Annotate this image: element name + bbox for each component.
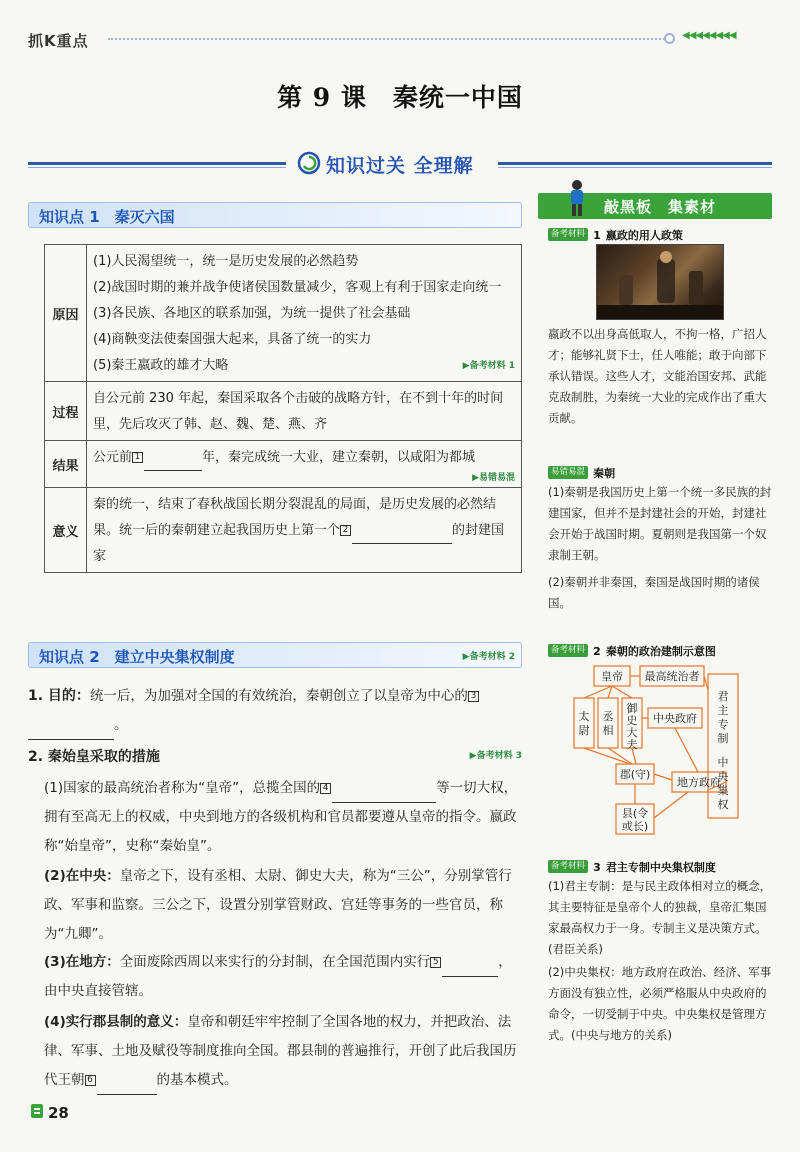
fill-blank[interactable] <box>332 787 436 803</box>
node-supreme: 最高统治者 <box>644 670 700 683</box>
banner-rule-left <box>28 162 286 168</box>
measure-2: (2)在中央：皇帝之下，设有丞相、太尉、御史大夫，称为“三公”，分别掌管行政、军事和监察。三公之下，设置分别掌管财政、宫廷等事务的一些官员，称为“九卿”。 <box>44 868 512 942</box>
node-box <box>598 698 618 748</box>
blank-number: 2 <box>340 525 351 536</box>
table-row-result <box>45 441 522 488</box>
table-row-reason <box>45 245 522 382</box>
blank-number: 6 <box>85 1075 96 1086</box>
lesson-title: 第 9 课 秦统一中国 <box>277 83 523 112</box>
blank-number: 3 <box>468 691 479 702</box>
ref-link[interactable]: ▶备考材料 1 <box>462 361 515 371</box>
measure-4: (4)实行郡县制的意义：皇帝和朝廷牢牢控制了全国各地的权力，并把政治、法律、军事、土地及赋役等制度推向全国。郡县制的普遍推行，开创了此后我国历代王朝 6 的基本模式。 <box>44 1008 524 1095</box>
node-emperor: 皇帝 <box>601 670 623 683</box>
arrow-decoration-icon: ◀◀◀◀◀◀◀◀ <box>682 30 736 41</box>
ref-link[interactable]: ▶易错易混 <box>472 473 515 483</box>
node-yushi: 御史大夫 <box>626 702 638 751</box>
page-icon <box>30 1102 44 1120</box>
measure-3: (3)在地方：全面废除西周以来实行的分封制，在全国范围内实行 5 ，由中央直接管辖。 <box>44 954 512 999</box>
banner-title: 知识过关 全理解 <box>326 155 474 177</box>
reason-item: (2)战国时期的兼并战争使诸侯国数量减少，客观上有利于国家走向统一 <box>93 280 502 295</box>
fill-blank[interactable] <box>442 961 498 977</box>
reason-item: (4)商鞅变法使秦国强大起来，具备了统一的实力 <box>93 332 372 347</box>
ref-link[interactable]: ▶备考材料 3 <box>469 751 522 761</box>
reason-item: (5)秦王嬴政的雄才大略 <box>93 358 229 373</box>
node-taiwei: 太尉 <box>578 710 590 737</box>
goal-paragraph: 1. 目的：统一后，为加强对全国的有效统治，秦朝创立了以皇帝为中心的 3。 <box>28 682 524 740</box>
blank-number: 1 <box>132 452 143 463</box>
fill-blank[interactable] <box>28 724 114 740</box>
measure-1: (1)国家的最高统治者称为“皇帝”，总揽全国的 4 等一切大权，拥有至高无上的权威，中央到地方的各级机构和官员都要遵从皇帝的指令。嬴政称“始皇帝”，史称“秦始皇”。 <box>44 780 518 854</box>
mat-tag: 备考材料 <box>548 860 588 873</box>
person-icon <box>566 178 588 218</box>
row-content-result: 公元前 1 年，秦完成统一大业，建立秦朝，以咸阳为都城 ▶易错易混 <box>87 441 522 488</box>
row-content-process: 自公元前 230 年起，秦国采取各个击破的战略方针，在不到十年的时间里，先后攻灭了韩、赵、魏、楚、燕、齐 <box>87 382 522 441</box>
node-jun: 郡(守) <box>619 768 651 781</box>
row-head-reason: 原因 <box>45 245 87 382</box>
row-content-reason <box>87 245 522 382</box>
kp1-title: 知识点 1 秦灭六国 <box>39 208 175 226</box>
reason-item: (1)人民渴望统一，统一是历史发展的必然趋势 <box>93 254 359 269</box>
kp2-header <box>28 642 522 668</box>
sidebar-header: 敲黑板 集素材 <box>538 193 772 219</box>
header-rule <box>108 38 668 40</box>
mat3-text-2: (2)中央集权：地方政府在政治、经济、军事方面没有独立性，必须严格服从中央政府的命令，一切受制于中央。中央集权是管理方式。(中央与地方的关系) <box>548 965 772 1042</box>
blank-number: 4 <box>320 783 331 794</box>
node-xian: 县(令或长) <box>621 807 649 833</box>
measures-heading: 2. 秦始皇采取的措施 ▶备考材料 3 <box>28 749 522 765</box>
mat3-heading: 备考材料 3 君主专制中央集权制度 <box>548 856 772 875</box>
node-box <box>574 698 594 748</box>
ref-link[interactable]: ▶备考材料 2 <box>462 652 515 662</box>
row-content-meaning: 秦的统一，结束了春秋战国长期分裂混乱的局面，是历史发展的必然结果。统一后的秦朝建立起我国历史上第一个 2 的封建国家 <box>87 488 522 573</box>
tip-text-2: (2)秦朝并非秦国，秦国是战国时期的诸侯国。 <box>548 575 760 610</box>
mat1-heading: 备考材料 1 嬴政的用人政策 <box>548 224 772 243</box>
row-head-meaning: 意义 <box>45 488 87 573</box>
mat-tag: 备考材料 <box>548 228 588 241</box>
kp1-header <box>28 202 522 228</box>
brand-logo: 抓K重点 <box>28 32 89 50</box>
kp1-table <box>44 244 522 573</box>
spiral-icon <box>296 150 322 176</box>
reason-item: (3)各民族、各地区的联系加强，为统一提供了社会基础 <box>93 306 411 321</box>
mat3-text-1: (1)君主专制：是与民主政体相对立的概念，其主要特征是皇帝个人的独裁，皇帝汇集国家最高权力于一身。专制主义是决策方式。(君臣关系) <box>548 879 772 956</box>
mat-tag: 易错易混 <box>548 466 588 479</box>
row-head-process: 过程 <box>45 382 87 441</box>
mat-tag: 备考材料 <box>548 644 588 657</box>
kp2-title: 知识点 2 建立中央集权制度 <box>39 648 235 666</box>
node-local: 地方政府 <box>677 776 721 789</box>
node-chengxiang: 丞相 <box>602 710 614 737</box>
mat2-heading: 备考材料 2 秦朝的政治建制示意图 <box>548 640 772 659</box>
fill-blank[interactable] <box>144 455 202 471</box>
tip-heading: 易错易混 秦朝 <box>548 462 772 481</box>
table-row-process <box>45 382 522 441</box>
fill-blank[interactable] <box>97 1079 157 1095</box>
banner-rule-right <box>498 162 772 168</box>
mat1-text: 嬴政不以出身高低取人，不拘一格，广招人才；能够礼贤下士，任人唯能；敢于向部下承认错误。这些人才，文能治国安邦、武能克敌制胜，为秦统一大业的完成作出了重大贡献。 <box>548 327 767 425</box>
node-centralization: 中央集权 <box>717 756 729 811</box>
page-number: 28 <box>48 1104 69 1122</box>
tip-text-1: (1)秦朝是我国历史上第一个统一多民族的封建国家，但并不是封建社会的开始，封建社会开始于战国时期。夏朝则是我国第一个奴隶制王朝。 <box>548 485 772 562</box>
node-central: 中央政府 <box>653 712 697 725</box>
illustration-image <box>596 244 724 320</box>
table-row-meaning <box>45 488 522 573</box>
header-dot <box>664 33 675 44</box>
node-autocracy: 君主专制 <box>717 690 729 745</box>
political-structure-diagram <box>560 660 770 860</box>
row-head-result: 结果 <box>45 441 87 488</box>
blank-number: 5 <box>430 957 441 968</box>
fill-blank[interactable] <box>352 528 452 544</box>
